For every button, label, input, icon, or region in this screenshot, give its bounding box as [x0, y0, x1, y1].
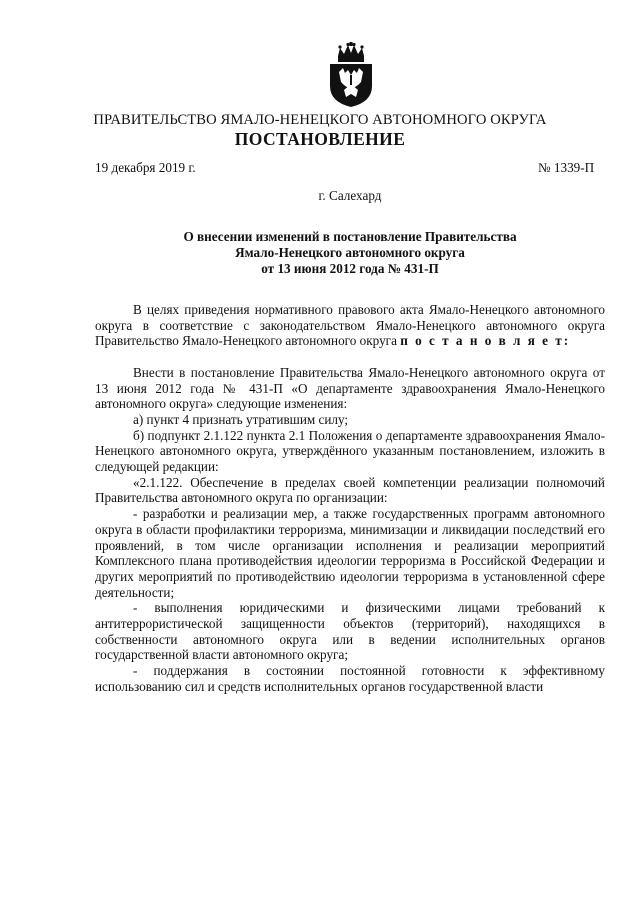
preamble-paragraph [95, 302, 605, 349]
dash-item-2: - выполнения юридическими и физическими лицами требований к антитеррористической защищенности объектов (территорий), находящихся в собственности автономного округа или в ведении исполнительных органов государственной власти автономного округа; [95, 600, 605, 663]
paragraph-spacer [95, 349, 605, 365]
document-number: № 1339-П [538, 160, 595, 175]
document-date: 19 декабря 2019 г. [95, 160, 196, 175]
document-city: г. Салехард [318, 188, 382, 203]
coat-of-arms-icon [326, 42, 376, 108]
title-line-1: О внесении изменений в постановление Правительства [183, 229, 517, 244]
document-type: ПОСТАНОВЛЕНИЕ [234, 129, 406, 149]
resolves-word: п о с т а н о в л я е т: [400, 333, 571, 349]
dash-item-3: - поддержания в состоянии постоянной готовности к эффективному использованию сил и средств исполнительных органов государственной власти [95, 663, 605, 694]
title-line-2: Ямало-Ненецкого автономного округа [235, 244, 465, 260]
preamble-text: В целях приведения нормативного правового акта Ямало-Ненецкого автономного округа в соответствие с законодательством Ямало-Ненецкого автономного округа Правительство Ямало-Ненецкого автономного округа [95, 302, 605, 349]
item-b-paragraph: б) подпункт 2.1.122 пункта 2.1 Положения о департаменте здравоохранения Ямало-Ненецкого автономного округа, утверждённого указанным постановлением, изложить в следующей редакции: [95, 427, 605, 475]
document-body [95, 302, 605, 695]
title-line-3: от 13 июня 2012 года № 431-П [261, 260, 439, 276]
clause-paragraph: «2.1.122. Обеспечение в пределах своей компетенции реализации полномочий Правительства автономного округа по организации: [95, 474, 605, 506]
item-a-paragraph: а) пункт 4 признать утратившим силу; [133, 411, 349, 427]
dash-item-1: - разработки и реализации мер, а также государственных программ автономного округа в области профилактики терроризма, минимизации и ликвидации последствий его проявлений, в том числе организации исполнения и реализации мероприятий Комплексного плана противодействия идеологии терроризма в Российской Федерации и других мероприятий по противодействию идеологии терроризма в установленной сфере деятельности; [95, 506, 605, 600]
organization-name: ПРАВИТЕЛЬСТВО ЯМАЛО-НЕНЕЦКОГО АВТОНОМНОГО ОКРУГА [93, 112, 547, 128]
document-title [0, 229, 640, 276]
intro-paragraph: Внести в постановление Правительства Ямало-Ненецкого автономного округа от 13 июня 2012 года № 431-П «О департаменте здравоохранения Ямало-Ненецкого автономного округа» следующие изменения: [95, 364, 605, 412]
